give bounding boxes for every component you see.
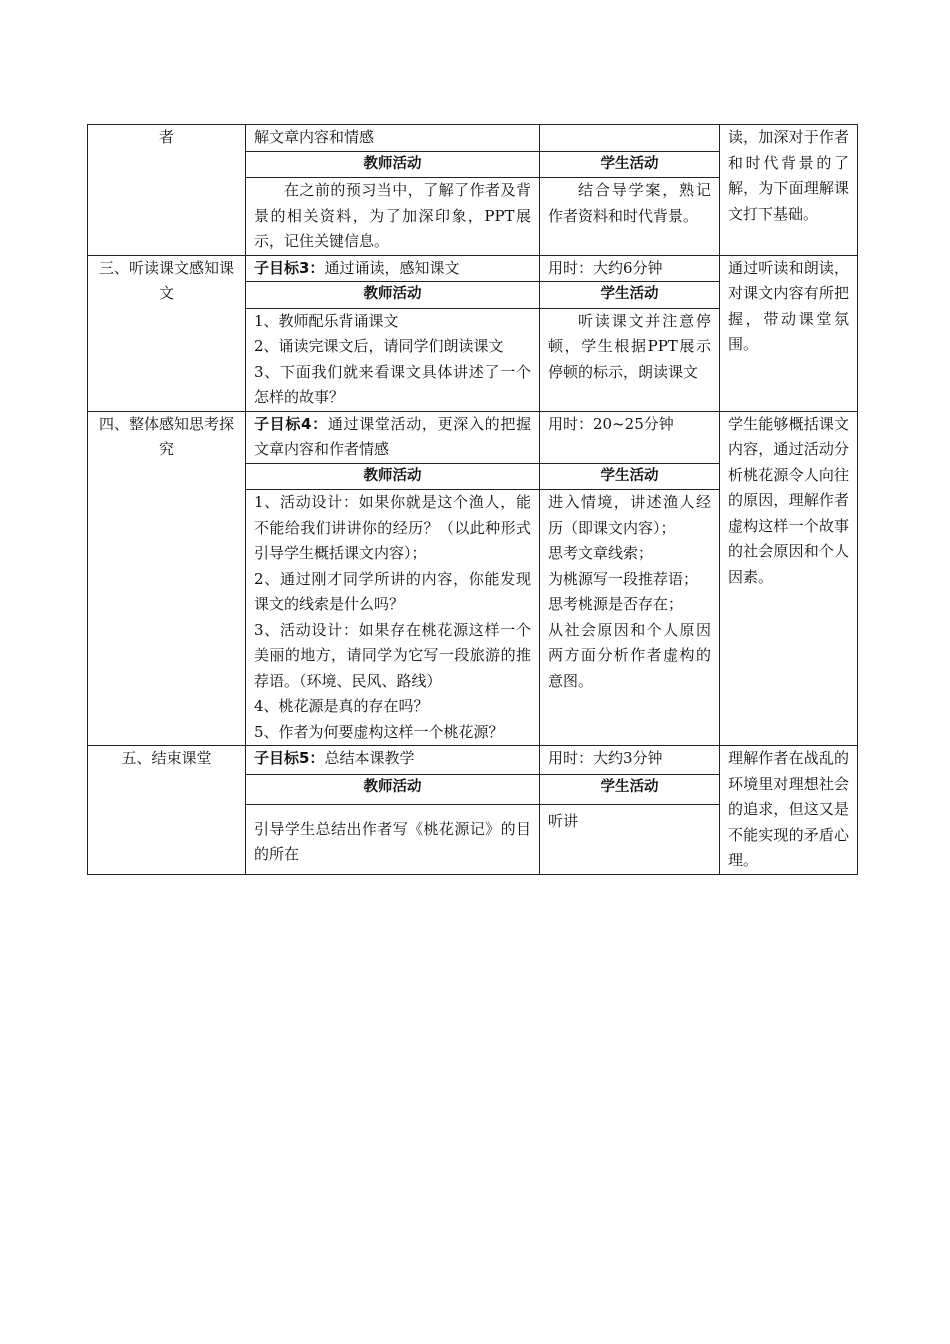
teacher-activity-line: 2、诵读完课文后，请同学们朗读课文 — [254, 337, 504, 355]
teacher-activity-header: 教师活动 — [246, 463, 540, 490]
student-activity-header: 学生活动 — [540, 151, 720, 178]
time-cell: 用时：大约6分钟 — [540, 255, 720, 282]
goal-cell — [246, 125, 540, 152]
teacher-activity-line: 1、活动设计：如果你就是这个渔人，能不能给我们讲讲你的经历？（以此种形式引导学生概括课文内容）； — [254, 493, 531, 562]
student-activity-line: 思考桃源是否存在； — [548, 595, 684, 613]
teacher-activity-cell — [246, 490, 540, 746]
design-intent-cell: 学生能够概括课文内容，通过活动分析桃花源令人向往的原因，理解作者虚构这样一个故事的社会原因和个人因素。 — [720, 411, 858, 746]
goal-label: 子目标4： — [254, 414, 328, 433]
teacher-activity-line: 4、桃花源是真的存在吗？ — [254, 697, 429, 715]
design-intent-cell: 读，加深对于作者和时代背景的了解，为下面理解课文打下基础。 — [720, 125, 858, 256]
student-activity-line: 思考文章线索； — [548, 544, 654, 562]
teacher-activity-cell — [246, 178, 540, 256]
stage-row-5 — [88, 746, 858, 775]
time-cell: 用时：20~25分钟 — [540, 411, 720, 463]
student-activity-line: 为桃源写一段推荐语； — [548, 569, 699, 588]
teacher-activity-cell — [246, 804, 540, 874]
student-activity-line: 听读课文并注意停顿，学生根据PPT展示停顿的标示，朗读课文 — [548, 311, 711, 381]
goal-cell — [246, 746, 540, 775]
student-activity-header: 学生活动 — [540, 282, 720, 309]
teacher-activity-line: 引导学生总结出作者写《桃花源记》的目的所在 — [254, 819, 531, 863]
student-activity-cell — [540, 178, 720, 256]
goal-text: 解文章内容和情感 — [254, 128, 375, 146]
lesson-plan-table — [87, 124, 858, 875]
stage-cell: 者 — [88, 125, 246, 256]
stage-row-4 — [88, 411, 858, 463]
goal-text: 总结本课教学 — [324, 749, 415, 767]
design-intent-cell: 通过听读和朗读，对课文内容有所把握，带动课堂氛围。 — [720, 255, 858, 411]
student-activity-line: 结合导学案，熟记作者资料和时代背景。 — [548, 181, 711, 225]
student-activity-cell — [540, 490, 720, 746]
student-activity-line: 听讲 — [548, 811, 579, 830]
student-activity-line: 从社会原因和个人原因两方面分析作者虚构的意图。 — [548, 620, 711, 690]
time-cell: 用时：大约3分钟 — [540, 746, 720, 775]
stage-cell: 四、整体感知思考探究 — [88, 411, 246, 746]
goal-text: 通过诵读，感知课文 — [324, 258, 460, 277]
goal-label: 子目标5： — [254, 749, 325, 767]
teacher-activity-line: 5、作者为何要虚构这样一个桃花源？ — [254, 722, 504, 741]
stage-row-3 — [88, 255, 858, 282]
teacher-activity-line: 3、下面我们就来看课文具体讲述了一个怎样的故事？ — [254, 362, 531, 406]
student-activity-cell — [540, 804, 720, 874]
teacher-activity-line: 3、活动设计：如果存在桃花源这样一个美丽的地方，请同学为它写一段旅游的推荐语。（环境、民风、路线） — [254, 620, 531, 690]
teacher-activity-header: 教师活动 — [246, 151, 540, 178]
student-activity-line: 进入情境，讲述渔人经历（即课文内容）； — [548, 493, 711, 537]
teacher-activity-line: 1、教师配乐背诵课文 — [254, 311, 399, 330]
goal-cell — [246, 411, 540, 463]
teacher-activity-line: 在之前的预习当中，了解了作者及背景的相关资料，为了加深印象，PPT展示，记住关键信息。 — [254, 181, 531, 250]
student-activity-cell — [540, 308, 720, 411]
teacher-activity-cell — [246, 308, 540, 411]
student-activity-header: 学生活动 — [540, 775, 720, 804]
student-activity-header: 学生活动 — [540, 463, 720, 490]
goal-label: 子目标3： — [254, 258, 325, 277]
teacher-activity-header: 教师活动 — [246, 775, 540, 804]
stage-row-continued — [88, 125, 858, 152]
teacher-activity-line: 2、通过刚才同学所讲的内容，你能发现课文的线索是什么吗？ — [254, 569, 531, 613]
time-cell — [540, 125, 720, 152]
goal-cell — [246, 255, 540, 282]
stage-cell: 五、结束课堂 — [88, 746, 246, 875]
stage-cell: 三、听读课文感知课文 — [88, 255, 246, 411]
design-intent-cell: 理解作者在战乱的环境里对理想社会的追求，但这又是不能实现的矛盾心理。 — [720, 746, 858, 875]
teacher-activity-header: 教师活动 — [246, 282, 540, 309]
goal-text: 通过课堂活动，更深入的把握文章内容和作者情感 — [254, 414, 531, 458]
